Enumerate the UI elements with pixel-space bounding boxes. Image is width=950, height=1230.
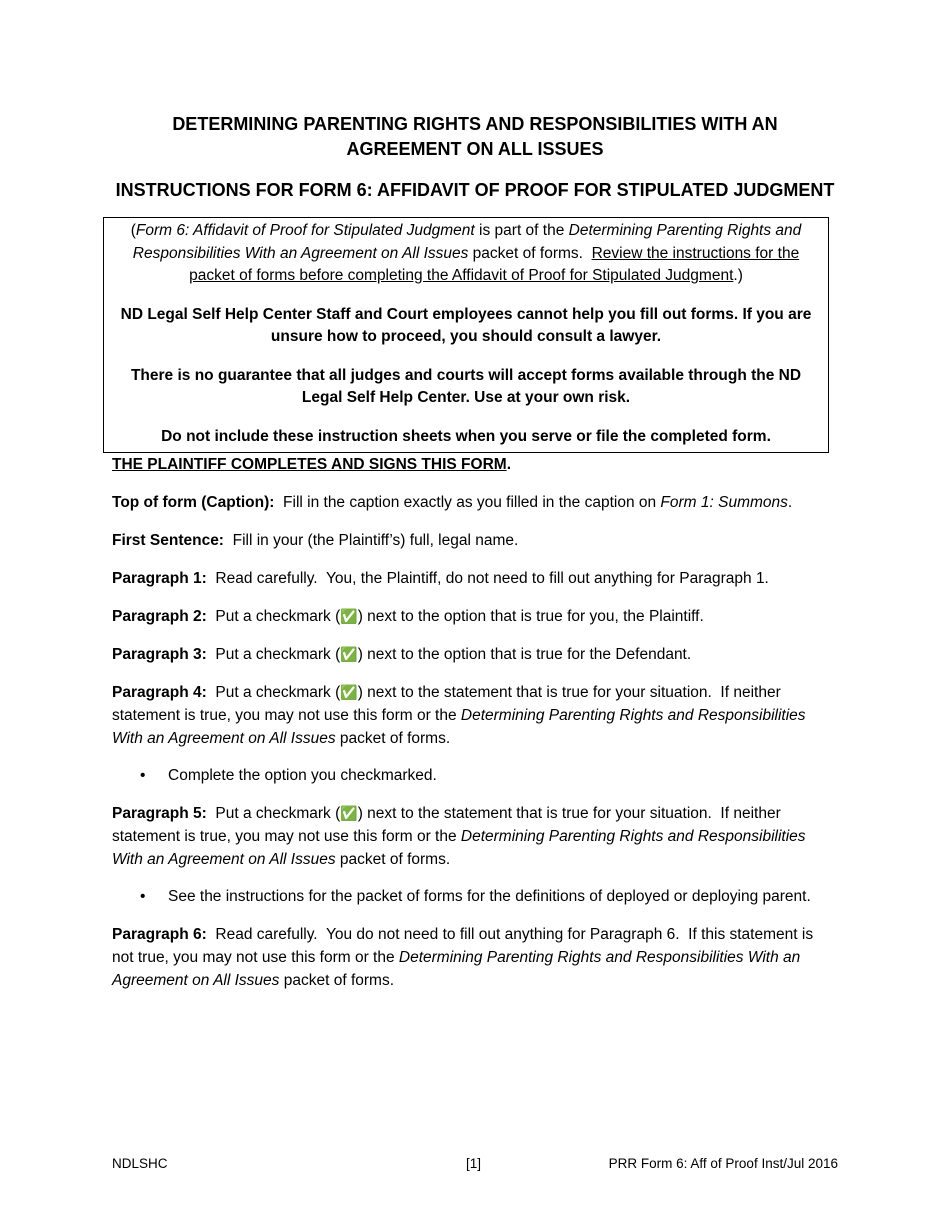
paragraph-6-instruction <box>112 923 838 992</box>
checkmark-icon: ✅ <box>340 805 358 821</box>
first-sentence-label: First Sentence: <box>112 532 224 549</box>
paragraph-4-end: packet of forms. <box>335 730 451 747</box>
paragraph-5-bullet-text: See the instructions for the packet of forms for the definitions of deployed or deploying parent. <box>168 888 811 905</box>
first-sentence-text: Fill in your (the Plaintiff’s) full, legal name. <box>223 532 519 549</box>
notice-form-name: Form 6: Affidavit of Proof for Stipulated Judgment <box>135 222 475 239</box>
checkmark-icon: ✅ <box>340 646 358 662</box>
checkmark-icon: ✅ <box>340 684 358 700</box>
notice-intro-open: ( <box>130 222 136 239</box>
paragraph-1-label: Paragraph 1: <box>112 570 207 587</box>
paragraph-5-instruction <box>112 802 838 871</box>
notice-packet-name: Determining Parenting Rights and Responsibilities With an Agreement on All Issues <box>132 222 802 262</box>
paragraph-2-text-b: ) next to the option that is true for you, the Plaintiff. <box>357 608 704 625</box>
paragraph-3-instruction <box>112 643 838 666</box>
caption-text: Fill in the caption exactly as you filled in the caption on <box>274 494 661 511</box>
notice-intro-mid: is part of the <box>474 222 569 239</box>
document-title <box>112 112 838 162</box>
paragraph-5-label: Paragraph 5: <box>112 805 207 822</box>
document-page <box>112 112 838 992</box>
paragraph-5-text-a: Put a checkmark ( <box>206 805 341 822</box>
paragraph-4-bullet <box>112 764 838 787</box>
paragraph-4-text-a: Put a checkmark ( <box>206 684 341 701</box>
title-line-2: AGREEMENT ON ALL ISSUES <box>346 139 604 159</box>
paragraph-5-end: packet of forms. <box>335 851 451 868</box>
paragraph-1-text: Read carefully. You, the Plaintiff, do not need to fill out anything for Paragraph 1. <box>206 570 769 587</box>
caption-end: . <box>787 494 793 511</box>
title-line-1: DETERMINING PARENTING RIGHTS AND RESPONSIBILITIES WITH AN <box>172 114 778 134</box>
bullet-icon: • <box>140 888 146 905</box>
paragraph-2-label: Paragraph 2: <box>112 608 207 625</box>
paragraph-4-packet: Determining Parenting Rights and Responsibilities With an Agreement on All Issues <box>112 707 806 747</box>
notice-intro-close: .) <box>733 267 743 284</box>
paragraph-4-label: Paragraph 4: <box>112 684 207 701</box>
paragraph-5-text-b: ) next to the statement that is true for your situation. If neither statement is true, you may not use this form or the <box>112 805 786 845</box>
paragraph-3-text-a: Put a checkmark ( <box>206 646 341 663</box>
bullet-icon: • <box>140 767 146 784</box>
instructions-body <box>112 453 838 992</box>
footer-form-id: PRR Form 6: Aff of Proof Inst/Jul 2016 <box>608 1156 838 1171</box>
paragraph-4-text-b: ) next to the statement that is true for your situation. If neither statement is true, you may not use this form or the <box>112 684 786 724</box>
paragraph-5-bullet <box>112 885 838 908</box>
caption-label: Top of form (Caption): <box>112 494 275 511</box>
first-sentence-instruction <box>112 529 838 552</box>
notice-guarantee-warning: There is no guarantee that all judges and courts will accept forms available through the ND Legal Self Help Center. Use at your own risk. <box>130 366 802 406</box>
checkmark-icon: ✅ <box>340 608 358 624</box>
footer-page-number: [1] <box>466 1156 482 1171</box>
notice-staff-warning: ND Legal Self Help Center Staff and Court employees cannot help you fill out forms. If you are unsure how to proceed, you should consult a lawyer. <box>120 305 812 345</box>
paragraph-6-packet: Determining Parenting Rights and Responsibilities With an Agreement on All Issues <box>112 949 801 989</box>
paragraph-3-label: Paragraph 3: <box>112 646 207 663</box>
caption-instruction <box>112 491 838 514</box>
notice-intro-after: packet of forms. <box>468 244 592 262</box>
notice-box <box>103 217 829 453</box>
notice-intro <box>112 220 820 288</box>
notice-do-not-include: Do not include these instruction sheets when you serve or file the completed form. <box>161 427 771 445</box>
paragraph-4-instruction <box>112 681 838 750</box>
paragraph-3-text-b: ) next to the option that is true for the Defendant. <box>357 646 692 663</box>
paragraph-4-bullet-text: Complete the option you checkmarked. <box>168 767 437 784</box>
paragraph-6-end: packet of forms. <box>279 972 395 989</box>
notice-review-instructions: Review the instructions for the packet of forms before completing the Affidavit of Proof for Stipulated Judgment <box>189 244 800 284</box>
paragraph-6-label: Paragraph 6: <box>112 926 207 943</box>
plaintiff-heading <box>112 453 838 476</box>
footer-organization: NDLSHC <box>112 1156 168 1171</box>
paragraph-6-text: Read carefully. You do not need to fill out anything for Paragraph 6. If this statement is not true, you may not use this form or the <box>112 926 818 966</box>
document-subtitle: INSTRUCTIONS FOR FORM 6: AFFIDAVIT OF PROOF FOR STIPULATED JUDGMENT <box>115 180 835 200</box>
caption-form: Form 1: Summons <box>660 494 788 511</box>
plaintiff-heading-period: . <box>506 456 511 473</box>
paragraph-5-packet: Determining Parenting Rights and Responsibilities With an Agreement on All Issues <box>112 828 806 868</box>
paragraph-2-text-a: Put a checkmark ( <box>206 608 341 625</box>
plaintiff-heading-text: THE PLAINTIFF COMPLETES AND SIGNS THIS FORM <box>112 456 507 473</box>
paragraph-1-instruction <box>112 567 838 590</box>
paragraph-2-instruction <box>112 605 838 628</box>
